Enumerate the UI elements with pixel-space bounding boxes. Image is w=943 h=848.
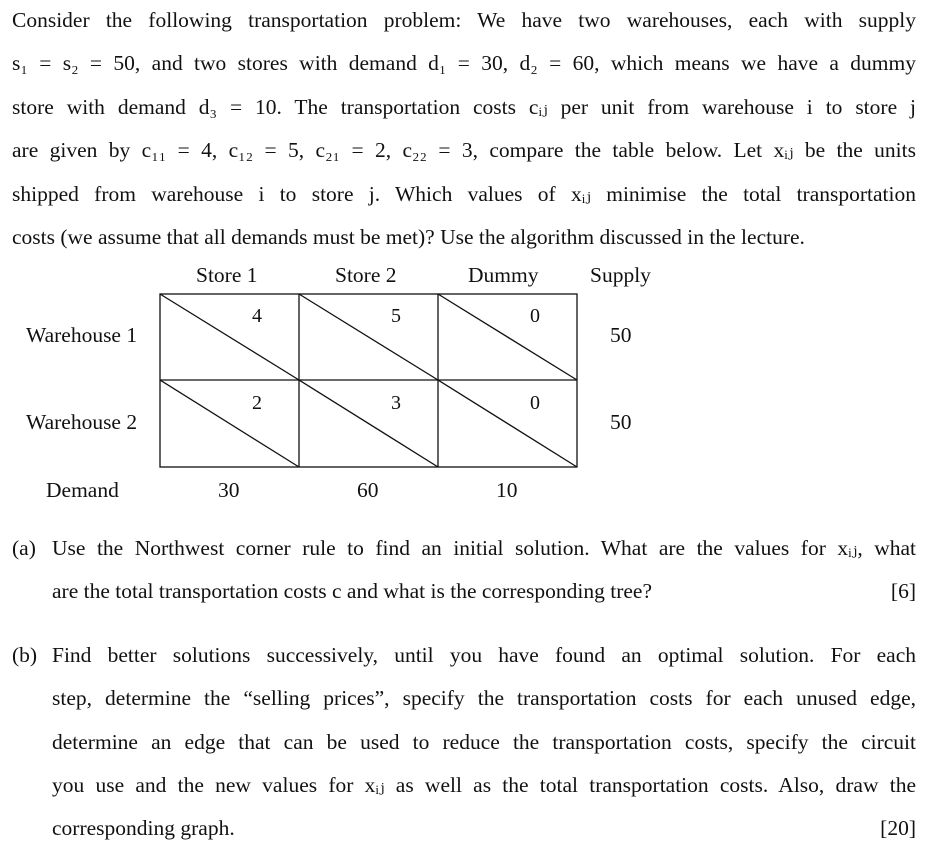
cell-diagonal-1-3 bbox=[438, 294, 577, 380]
demand-dummy: 10 bbox=[496, 478, 518, 502]
question-b-label: (b) bbox=[12, 643, 38, 667]
column-header-dummy: Dummy bbox=[468, 263, 539, 287]
question-b-line-1: Find better solutions successively, until you have found an optimal solution. For each bbox=[52, 643, 916, 667]
question-a-marks: [6] bbox=[890, 579, 916, 603]
cost-cell-1-2: 5 bbox=[391, 305, 401, 327]
column-header-store-2: Store 2 bbox=[335, 263, 397, 287]
column-header-supply: Supply bbox=[590, 263, 651, 287]
intro-line-1: Consider the following transportation problem: We have two warehouses, each with supply bbox=[12, 8, 916, 32]
supply-warehouse-2: 50 bbox=[610, 410, 632, 434]
cost-cell-2-1: 2 bbox=[252, 392, 262, 414]
question-b-marks: [20] bbox=[880, 816, 916, 840]
question-b-line-3: determine an edge that can be used to reduce the transportation costs, specify the circuit bbox=[52, 730, 916, 754]
cell-diagonal-1-1 bbox=[160, 294, 299, 380]
intro-line-6: costs (we assume that all demands must be met)? Use the algorithm discussed in the lecture. bbox=[12, 225, 805, 249]
cell-diagonal-1-2 bbox=[299, 294, 438, 380]
intro-line-4: are given by c₁₁ = 4, c₁₂ = 5, c₂₁ = 2, c₂₂ = 3, compare the table below. Let xᵢⱼ be the units bbox=[12, 138, 916, 162]
cell-diagonal-2-2 bbox=[299, 380, 438, 467]
cost-cell-1-3: 0 bbox=[530, 305, 540, 327]
cost-cell-2-2: 3 bbox=[391, 392, 401, 414]
supply-warehouse-1: 50 bbox=[610, 323, 632, 347]
demand-store-2: 60 bbox=[357, 478, 379, 502]
intro-line-2: s₁ = s₂ = 50, and two stores with demand d₁ = 30, d₂ = 60, which means we have a dummy bbox=[12, 51, 916, 75]
demand-store-1: 30 bbox=[218, 478, 240, 502]
row-label-warehouse-2: Warehouse 2 bbox=[26, 410, 138, 434]
question-a-line-1: Use the Northwest corner rule to find an initial solution. What are the values for xᵢⱼ, what bbox=[52, 536, 916, 560]
cost-cell-1-1: 4 bbox=[252, 305, 262, 327]
column-header-store-1: Store 1 bbox=[196, 263, 258, 287]
question-a-line-2: are the total transportation costs c and what is the corresponding tree? bbox=[52, 579, 653, 603]
intro-line-3: store with demand d₃ = 10. The transportation costs cᵢⱼ per unit from warehouse i to store j bbox=[12, 95, 916, 119]
question-b-line-4: you use and the new values for xᵢⱼ as well as the total transportation costs. Also, draw the bbox=[52, 773, 916, 797]
cell-diagonal-2-1 bbox=[160, 380, 299, 467]
question-a-label: (a) bbox=[12, 536, 36, 560]
cell-diagonal-2-3 bbox=[438, 380, 577, 467]
row-label-warehouse-1: Warehouse 1 bbox=[26, 323, 138, 347]
demand-label: Demand bbox=[46, 478, 119, 502]
intro-line-5: shipped from warehouse i to store j. Which values of xᵢⱼ minimise the total transportation bbox=[12, 182, 916, 206]
question-b-line-5: corresponding graph. bbox=[52, 816, 235, 840]
cost-cell-2-3: 0 bbox=[530, 392, 540, 414]
question-b-line-2: step, determine the “selling prices”, specify the transportation costs for each unused edge, bbox=[52, 686, 916, 710]
